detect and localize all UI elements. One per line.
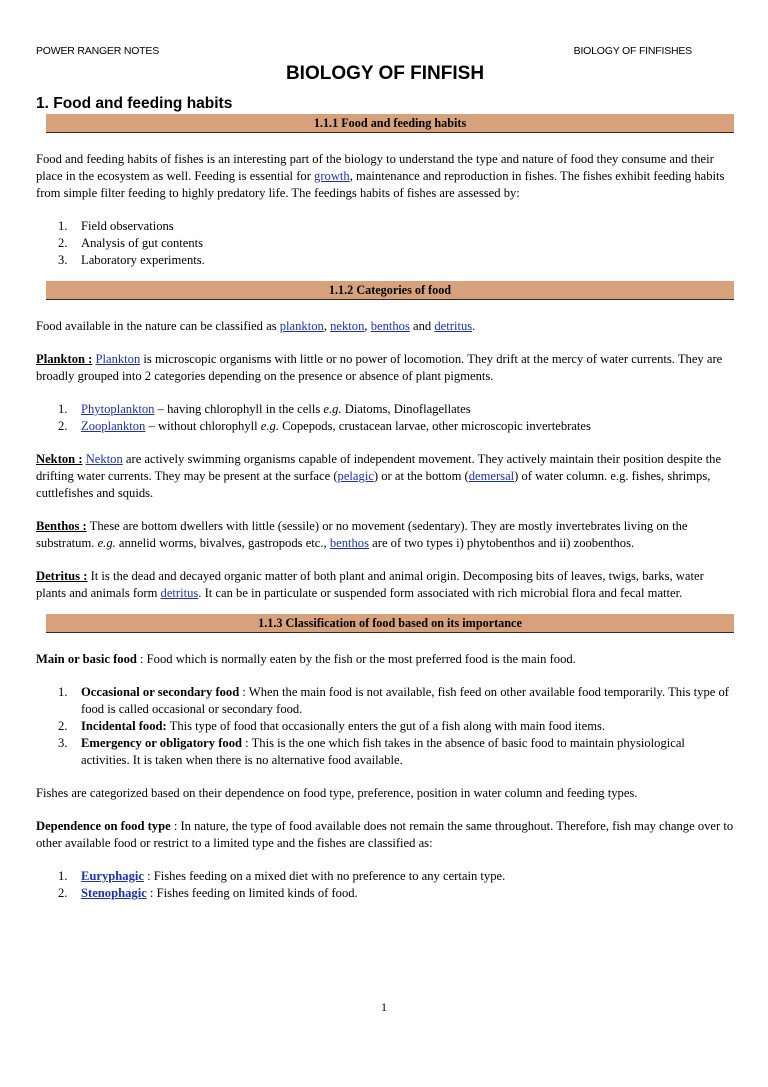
section-heading: 1. Food and feeding habits [36,95,233,112]
benthos-link[interactable]: benthos [370,319,410,333]
nekton-def-link[interactable]: Nekton [85,452,123,466]
paragraph-food-categories: Food available in the nature can be classified as plankton, nekton, benthos and detritus. [36,319,476,333]
list-item: 2. Zooplankton – without chlorophyll e.g. Copepods, crustacean larvae, other microscopic invertebrates [58,419,591,433]
euryphagic-link[interactable]: Euryphagic [81,869,144,883]
list-item: 3. Emergency or obligatory food : This is the one which fish takes in the absence of basic food to maintain physiological activities. It is taken when there is no alternative food available. [58,736,685,767]
page-number: 1 [381,1000,387,1014]
stenophagic-link[interactable]: Stenophagic [81,886,147,900]
document-title: BIOLOGY OF FINFISH [285,63,485,84]
plankton-list [36,401,734,435]
dependence-list [36,868,734,902]
list-item: 1. Phytoplankton – having chlorophyll in the cells e.g. Diatoms, Dinoflagellates [58,402,471,416]
plankton-def-link[interactable]: Plankton [95,352,141,366]
demersal-link[interactable]: demersal [468,469,515,483]
benthos-def-link[interactable]: benthos [329,536,370,550]
phytoplankton-link[interactable]: Phytoplankton [81,402,155,416]
detritus-link[interactable]: detritus [434,319,473,333]
list-item: 1. Field observations [58,219,174,233]
paragraph-feeding-habits: Food and feeding habits of fishes is an interesting part of the biology to understand the type and nature of food they consume and their place in the ecosystem as well. Feeding is essential for growth, maintenance and reproduction in fishes. The fishes exhibit feeding habits from simple filter feeding to highly predatory life. The feedings habits of fishes are assessed by: [36,152,725,200]
paragraph-benthos: Benthos : These are bottom dwellers with little (sessile) or no movement (sedentary). They are mostly invertebrates living on the substratum. e.g. annelid worms, bivalves, gastropods etc., benthos are of two types i) phytobenthos and ii) zoobenthos. [36,519,688,550]
food-importance-list [36,684,734,769]
detritus-def-link[interactable]: detritus [160,586,199,600]
list-item: 1. Occasional or secondary food : When the main food is not available, fish feed on other available food temporarily. This type of food is called occasional or secondary food. [58,685,729,716]
subsection-bar-1-1-1: 1.1.1 Food and feeding habits [46,114,734,133]
assessment-list [36,218,734,269]
list-item: 2. Stenophagic : Fishes feeding on limited kinds of food. [58,886,358,900]
list-item: 2. Incidental food: This type of food that occasionally enters the gut of a fish along with main food items. [58,719,606,733]
paragraph-main-food: Main or basic food : Food which is normally eaten by the fish or the most preferred food is the main food. [36,652,576,666]
subsection-bar-1-1-3: 1.1.3 Classification of food based on its importance [46,614,734,633]
zooplankton-link[interactable]: Zooplankton [81,419,146,433]
paragraph-dependence: Dependence on food type : In nature, the type of food available does not remain the same throughout. Therefore, fish may change over to other available food or restrict to a limited type and the fishes are classified as: [36,819,734,850]
paragraph-categorized: Fishes are categorized based on their dependence on food type, preference, position in water column and feeding types. [36,786,638,800]
header-right: BIOLOGY OF FINFISHES [573,45,692,57]
list-item: 3. Laboratory experiments. [58,253,205,267]
nekton-link[interactable]: nekton [330,319,365,333]
plankton-link[interactable]: plankton [279,319,324,333]
paragraph-detritus: Detritus : It is the dead and decayed organic matter of both plant and animal origin. Decomposing bits of leaves, twigs, barks, water plants and animals form detritus. It can be in particulate or suspended form associated with rich microbial flora and fecal matter. [36,569,704,600]
growth-link[interactable]: growth [314,169,350,183]
paragraph-nekton: Nekton : Nekton are actively swimming organisms capable of independent movement. They actively maintain their position despite the drifting water currents. They may be present at the surface (pelagic) or at the bottom (demersal) of water column. e.g. fishes, shrimps, cuttlefishes and squids. [36,452,722,500]
header-left: POWER RANGER NOTES [36,45,159,57]
list-item: 2. Analysis of gut contents [58,236,204,250]
list-item: 1. Euryphagic : Fishes feeding on a mixed diet with no preference to any certain type. [58,869,506,883]
paragraph-plankton: Plankton : Plankton is microscopic organisms with little or no power of locomotion. They drift at the mercy of water currents. They are broadly grouped into 2 categories depending on the presence or absence of plant pigments. [36,352,723,383]
subsection-bar-1-1-2: 1.1.2 Categories of food [46,281,734,300]
running-header [36,44,734,59]
pelagic-link[interactable]: pelagic [337,469,374,483]
